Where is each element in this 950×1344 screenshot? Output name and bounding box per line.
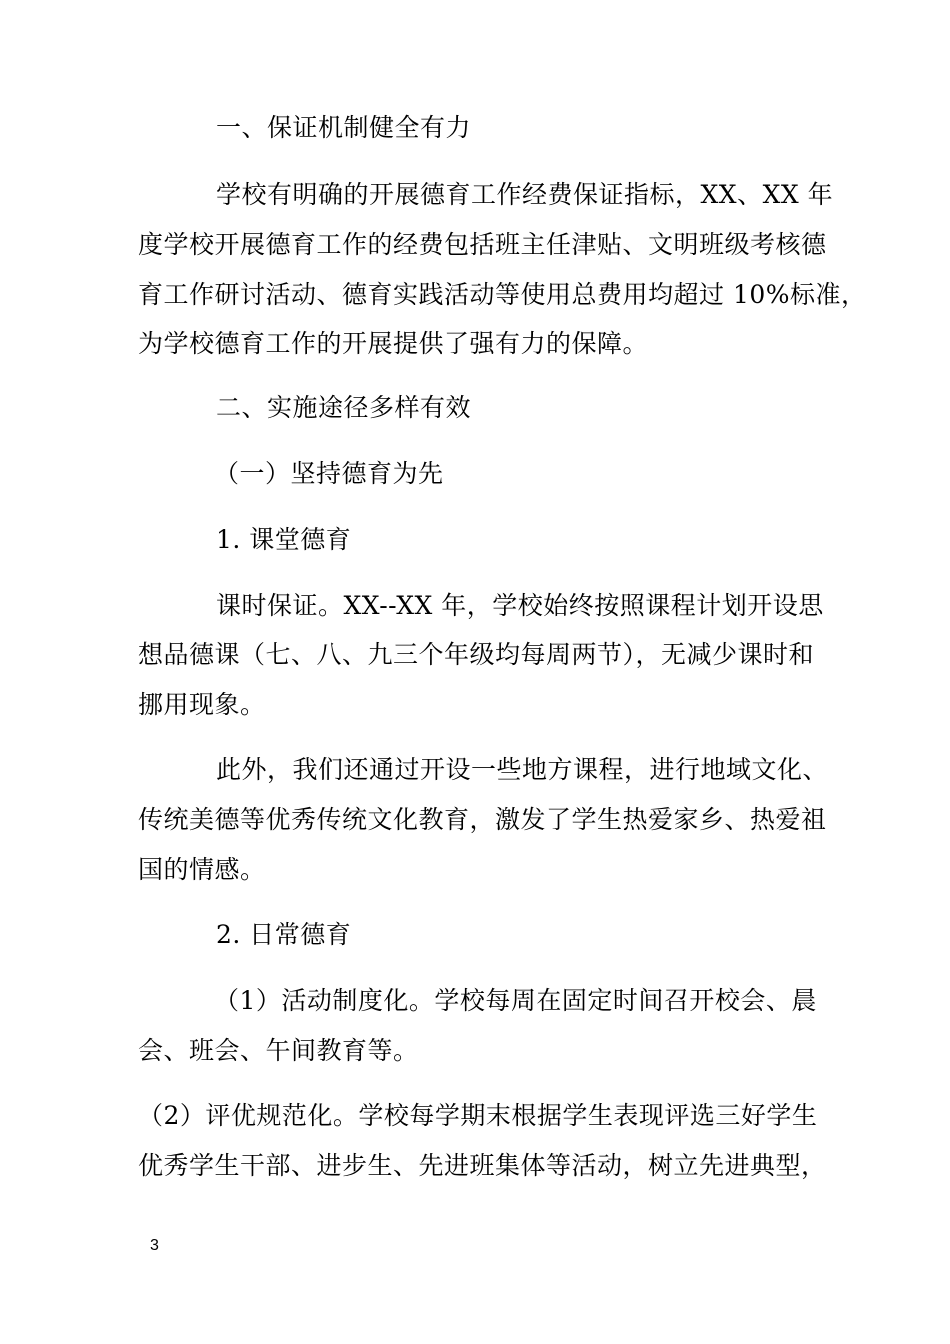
paragraph-line: 课时保证。XX--XX 年，学校始终按照课程计划开设思	[216, 591, 824, 620]
page-number: 3	[150, 1237, 159, 1254]
paragraph-line: 为学校德育工作的开展提供了强有力的保障。	[138, 329, 649, 358]
subsection-heading: （一）坚持德育为先	[214, 459, 444, 488]
paragraph-line: 度学校开展德育工作的经费包括班主任津贴、文明班级考核德	[138, 230, 827, 259]
section-heading-1: 一、保证机制健全有力	[216, 113, 472, 142]
paragraph-line: （1）活动制度化。学校每周在固定时间召开校会、晨	[214, 986, 817, 1015]
paragraph-line: 育工作研讨活动、德育实践活动等使用总费用均超过 10%标准，	[138, 280, 867, 309]
section-heading-2: 二、实施途径多样有效	[216, 393, 472, 422]
item-heading-2: 2. 日常德育	[216, 920, 352, 949]
paragraph-line: 优秀学生干部、进步生、先进班集体等活动，树立先进典型，	[138, 1151, 827, 1180]
paragraph-line: 想品德课（七、八、九三个年级均每周两节），无减少课时和	[138, 640, 815, 669]
paragraph-line: 传统美德等优秀传统文化教育，激发了学生热爱家乡、热爱祖	[138, 805, 827, 834]
paragraph-line: 此外，我们还通过开设一些地方课程，进行地域文化、	[216, 755, 829, 784]
paragraph-line: 会、班会、午间教育等。	[138, 1036, 419, 1065]
paragraph-line: （2）评优规范化。学校每学期末根据学生表现评选三好学生	[138, 1101, 818, 1130]
paragraph-line: 国的情感。	[138, 855, 266, 884]
item-heading-1: 1. 课堂德育	[216, 525, 352, 554]
paragraph-line: 学校有明确的开展德育工作经费保证指标，XX、XX 年	[216, 180, 834, 209]
paragraph-line: 挪用现象。	[138, 690, 266, 719]
